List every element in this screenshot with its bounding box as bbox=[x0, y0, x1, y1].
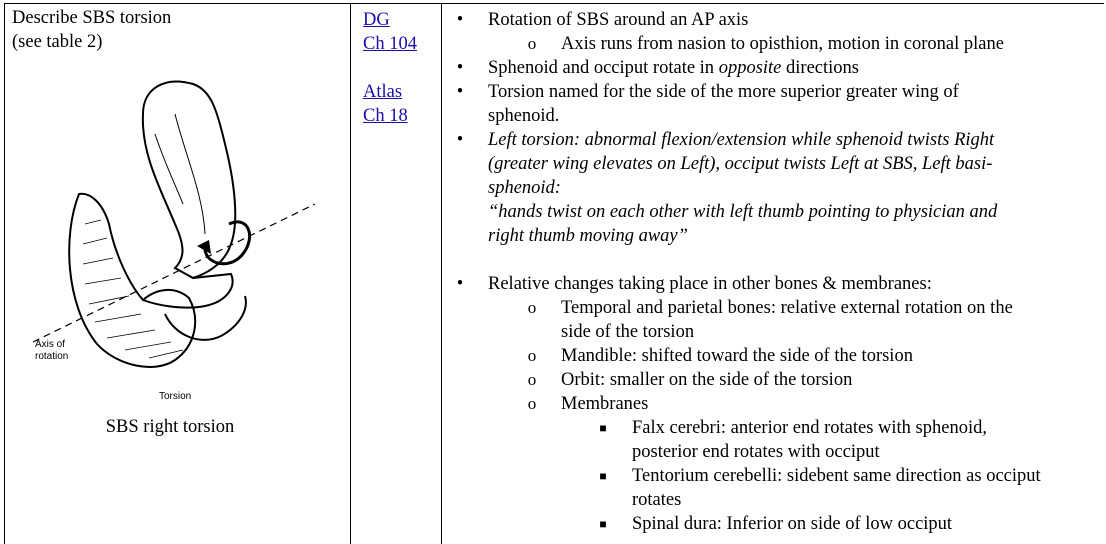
item-text: Left torsion: abnormal flexion/extension while sphenoid twists Right bbox=[488, 130, 995, 150]
item-text: Falx cerebri: anterior end rotates with sphenoid, bbox=[632, 418, 987, 438]
occiput-shape bbox=[143, 82, 235, 278]
item-text: Mandible: shifted toward the side of the torsion bbox=[561, 346, 913, 366]
list-item bbox=[442, 464, 1105, 512]
list-item bbox=[442, 8, 1105, 32]
item-text: sphenoid: bbox=[488, 178, 561, 198]
square-marker: ■ bbox=[599, 469, 607, 483]
sub-marker: o bbox=[527, 298, 537, 317]
sub-marker: o bbox=[527, 370, 537, 389]
sub-marker: o bbox=[527, 34, 537, 53]
item-text: Axis runs from nasion to opisthion, motion in coronal plane bbox=[561, 34, 1004, 54]
item-text: rotates bbox=[632, 490, 682, 510]
torsion-label: Torsion bbox=[159, 391, 192, 402]
reference-cell bbox=[351, 4, 441, 544]
axis-label: Axis of bbox=[35, 339, 66, 350]
lower-wing-shape bbox=[165, 296, 246, 340]
rotation-arrow bbox=[205, 222, 250, 264]
list-item bbox=[442, 128, 1105, 248]
list-item bbox=[442, 32, 1105, 56]
list-item bbox=[442, 512, 1105, 536]
bullet-marker: • bbox=[456, 58, 464, 78]
emphasis-text: opposite bbox=[718, 58, 782, 78]
question-text bbox=[12, 6, 171, 54]
list-item bbox=[442, 344, 1105, 368]
figure-caption: SBS right torsion bbox=[105, 417, 235, 437]
bullet-marker: • bbox=[456, 130, 464, 150]
item-text: directions bbox=[781, 58, 859, 78]
list-item bbox=[442, 368, 1105, 392]
notes-table bbox=[4, 3, 1104, 544]
question-cell bbox=[5, 4, 350, 544]
answer-list bbox=[442, 8, 1105, 536]
square-marker: ■ bbox=[599, 421, 607, 435]
item-text: Spinal dura: Inferior on side of low occiput bbox=[632, 514, 953, 534]
item-text: Temporal and parietal bones: relative external rotation on the bbox=[561, 298, 1013, 318]
item-text: Torsion named for the side of the more superior greater wing of bbox=[488, 82, 959, 102]
list-item bbox=[442, 272, 1105, 296]
sub-marker: o bbox=[527, 346, 537, 365]
list-item bbox=[442, 56, 1105, 80]
item-text: posterior end rotates with occiput bbox=[632, 442, 880, 462]
atlas-link[interactable]: Atlas bbox=[363, 82, 403, 102]
answer-cell bbox=[442, 4, 1105, 544]
dg-chapter-link[interactable]: Ch 104 bbox=[363, 34, 417, 54]
item-text: Orbit: smaller on the side of the torsion bbox=[561, 370, 853, 390]
item-text: Tentorium cerebelli: sidebent same direction as occiput bbox=[632, 466, 1041, 486]
sphenoid-shape bbox=[69, 194, 195, 367]
item-text: Sphenoid and occiput rotate in bbox=[488, 58, 719, 78]
axis-label: rotation bbox=[35, 351, 69, 362]
occiput-inner bbox=[175, 114, 205, 234]
bullet-marker: • bbox=[456, 274, 464, 294]
item-text: Rotation of SBS around an AP axis bbox=[488, 10, 749, 30]
basisphenoid-shape bbox=[143, 274, 233, 308]
question-line: Describe SBS torsion bbox=[12, 8, 172, 28]
item-text: Relative changes taking place in other bones & membranes: bbox=[488, 274, 932, 294]
quote-text: right thumb moving away” bbox=[488, 226, 688, 246]
list-item bbox=[442, 80, 1105, 128]
list-item bbox=[442, 416, 1105, 464]
list-item bbox=[442, 296, 1105, 344]
axis-of-rotation-line bbox=[33, 204, 315, 342]
square-marker: ■ bbox=[599, 517, 607, 531]
item-text: Membranes bbox=[561, 394, 649, 414]
item-text: (greater wing elevates on Left), occiput twists Left at SBS, Left basi- bbox=[488, 154, 993, 174]
sub-marker: o bbox=[527, 394, 537, 413]
bullet-marker: • bbox=[456, 10, 464, 30]
item-text: side of the torsion bbox=[561, 322, 695, 342]
bullet-marker: • bbox=[456, 82, 464, 102]
question-line: (see table 2) bbox=[12, 32, 103, 52]
sbs-torsion-illustration bbox=[25, 74, 325, 404]
quote-text: “hands twist on each other with left thumb pointing to physician and bbox=[488, 202, 998, 222]
item-text: sphenoid. bbox=[488, 106, 560, 126]
atlas-chapter-link[interactable]: Ch 18 bbox=[363, 106, 408, 126]
dg-link[interactable]: DG bbox=[363, 10, 390, 30]
list-item bbox=[442, 392, 1105, 416]
occiput-inner bbox=[155, 134, 183, 204]
